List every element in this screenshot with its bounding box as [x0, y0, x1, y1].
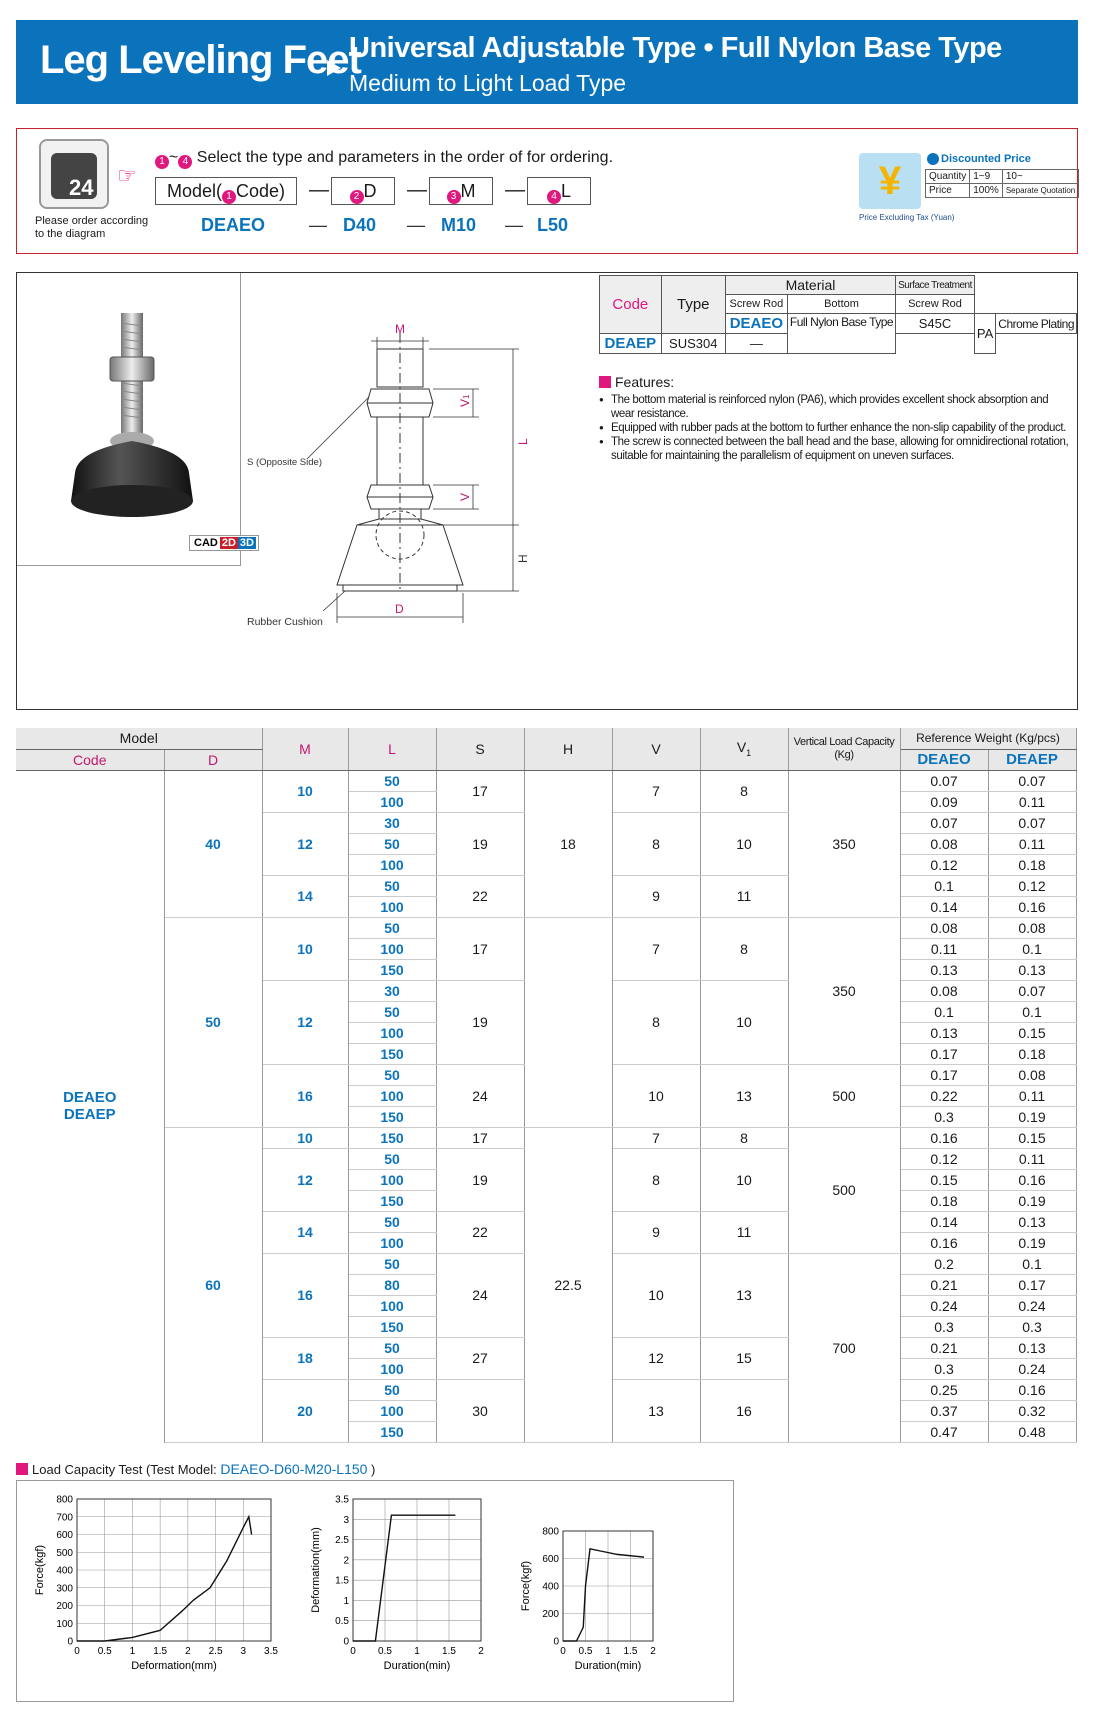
th-l: L — [348, 728, 436, 770]
y-tick-label: 800 — [542, 1526, 559, 1538]
code-cell: DEAEO DEAEP — [16, 770, 164, 1442]
cad-badge[interactable]: CAD 2D 3D — [189, 535, 259, 551]
th-v: V — [612, 728, 700, 770]
l-cell: 50 — [348, 1148, 436, 1169]
weight-deaep-cell: 0.24 — [988, 1295, 1076, 1316]
m-cell: 20 — [262, 1379, 348, 1442]
l-cell: 80 — [348, 1274, 436, 1295]
weight-deaep-cell: 0.12 — [988, 875, 1076, 896]
y-tick-label: 3 — [343, 1514, 349, 1526]
title-arrow-icon — [327, 60, 341, 76]
v1-cell: 8 — [700, 770, 788, 812]
y-tick-label: 500 — [56, 1547, 73, 1559]
m-cell: 10 — [262, 917, 348, 980]
weight-deaeo-cell: 0.08 — [900, 980, 988, 1001]
weight-deaep-cell: 0.07 — [988, 770, 1076, 791]
y-tick-label: 600 — [56, 1530, 73, 1541]
y-tick-label: 700 — [56, 1512, 73, 1524]
th-s: S — [436, 728, 524, 770]
rubber-cushion-label: Rubber Cushion — [247, 616, 323, 628]
weight-deaep-cell: 0.11 — [988, 791, 1076, 812]
dimension-drawing — [247, 293, 587, 653]
h-cell: 22.5 — [524, 1127, 612, 1442]
x-tick-label: 1.5 — [153, 1646, 168, 1657]
s-cell: 19 — [436, 812, 524, 875]
series-line — [563, 1549, 644, 1641]
title-sub: Universal Adjustable Type • Full Nylon Base Type — [349, 32, 1002, 64]
x-tick-label: 2 — [478, 1646, 484, 1657]
y-tick-label: 800 — [56, 1494, 73, 1506]
dash-2: — — [407, 179, 427, 201]
dim-v1-label: V1 — [458, 394, 472, 407]
x-tick-label: 1.5 — [623, 1646, 638, 1657]
v-cell: 10 — [612, 1064, 700, 1127]
th-v1: $V_1$ — [700, 728, 788, 770]
l-cell: 100 — [348, 854, 436, 875]
l-cell: 150 — [348, 1043, 436, 1064]
order-box-code: Model( 1 Code) — [155, 177, 297, 205]
weight-deaeo-cell: 0.11 — [900, 938, 988, 959]
s-cell: 30 — [436, 1379, 524, 1442]
weight-deaep-cell: 0.13 — [988, 1337, 1076, 1358]
example-l: L50 — [537, 215, 569, 235]
order-box-l: 4 L — [527, 177, 591, 205]
weight-deaep-cell: 0.18 — [988, 854, 1076, 875]
phone-24-icon: 24 — [39, 139, 109, 209]
x-tick-label: 0.5 — [97, 1646, 112, 1657]
weight-deaep-cell: 0.07 — [988, 812, 1076, 833]
feature-item: ● The screw is connected between the ball head and the base, allowing for omnidirectional rotation, suitable for maintaining the parallelism of equipment on uneven surfaces. — [599, 435, 1069, 463]
weight-deaeo-cell: 0.13 — [900, 959, 988, 980]
dim-h-label: H — [516, 554, 530, 563]
x-tick-label: 0 — [560, 1646, 566, 1657]
l-cell: 50 — [348, 1001, 436, 1022]
table-row — [16, 917, 1076, 938]
weight-deaeo-cell: 0.14 — [900, 1211, 988, 1232]
m-cell: 10 — [262, 1127, 348, 1148]
weight-deaeo-cell: 0.2 — [900, 1253, 988, 1274]
product-photo — [17, 273, 254, 566]
v-cell: 9 — [612, 875, 700, 917]
l-cell: 100 — [348, 938, 436, 959]
th-h: H — [524, 728, 612, 770]
l-cell: 100 — [348, 1085, 436, 1106]
x-tick-label: 0.5 — [378, 1646, 392, 1657]
weight-deaep-cell: 0.17 — [988, 1274, 1076, 1295]
l-cell: 150 — [348, 1190, 436, 1211]
s-cell: 24 — [436, 1253, 524, 1337]
weight-deaep-cell: 0.1 — [988, 1253, 1076, 1274]
order-box-m: 3 M — [429, 177, 493, 205]
v-cell: 7 — [612, 917, 700, 980]
y-tick-label: 1 — [343, 1595, 349, 1607]
feature-item: ● The bottom material is reinforced nylon (PA6), which provides excellent shock absorption and wear resistance. — [599, 393, 1069, 421]
weight-deaeo-cell: 0.17 — [900, 1043, 988, 1064]
v-cell: 7 — [612, 1127, 700, 1148]
s-cell: 24 — [436, 1064, 524, 1127]
s-cell: 19 — [436, 980, 524, 1064]
x-axis-label: Duration(min) — [383, 1660, 451, 1672]
l-cell: 150 — [348, 959, 436, 980]
dim-m-label: M — [395, 322, 405, 336]
weight-deaep-cell: 0.1 — [988, 1001, 1076, 1022]
l-cell: 50 — [348, 1337, 436, 1358]
example-d: D40 — [343, 215, 377, 235]
feature-item: ● Equipped with rubber pads at the bottom to further enhance the non-slip capability of the product. — [599, 421, 1069, 435]
x-tick-label: 0 — [350, 1646, 356, 1657]
v1-cell: 10 — [700, 812, 788, 875]
l-cell: 50 — [348, 1064, 436, 1085]
weight-deaep-cell: 0.18 — [988, 1043, 1076, 1064]
th-code: Code — [16, 749, 164, 770]
s-cell: 19 — [436, 1148, 524, 1211]
order-box-d: 2 D — [331, 177, 395, 205]
v1-cell: 10 — [700, 1148, 788, 1211]
weight-deaep-cell: 0.11 — [988, 1148, 1076, 1169]
weight-deaeo-cell: 0.14 — [900, 896, 988, 917]
load-cell: 500 — [788, 1127, 900, 1253]
h-cell: 18 — [524, 770, 612, 917]
title-sub2: Medium to Light Load Type — [349, 70, 627, 96]
y-tick-label: 2 — [343, 1555, 349, 1567]
weight-deaep-cell: 0.08 — [988, 917, 1076, 938]
l-cell: 100 — [348, 1169, 436, 1190]
v-cell: 8 — [612, 812, 700, 875]
s-cell: 22 — [436, 1211, 524, 1253]
dimension-table — [16, 728, 1077, 1443]
table-row — [16, 1127, 1076, 1148]
v1-cell: 8 — [700, 1127, 788, 1148]
weight-deaeo-cell: 0.3 — [900, 1106, 988, 1127]
v-cell: 9 — [612, 1211, 700, 1253]
load-cell: 500 — [788, 1064, 900, 1127]
weight-deaeo-cell: 0.15 — [900, 1169, 988, 1190]
y-axis-label: Force(kgf) — [34, 1544, 46, 1596]
x-tick-label: 2.5 — [208, 1646, 223, 1657]
v1-cell: 15 — [700, 1337, 788, 1379]
dim-l-label: L — [516, 438, 530, 445]
m-cell: 12 — [262, 812, 348, 875]
x-tick-label: 2 — [650, 1646, 656, 1657]
order-instruction: 1 ~ 4 Select the type and parameters in the order of for ordering. — [155, 149, 613, 169]
weight-deaeo-cell: 0.24 — [900, 1295, 988, 1316]
x-tick-label: 1 — [129, 1646, 136, 1657]
l-cell: 50 — [348, 917, 436, 938]
weight-deaep-cell: 0.11 — [988, 1085, 1076, 1106]
weight-deaeo-cell: 0.08 — [900, 917, 988, 938]
y-tick-label: 0.5 — [335, 1616, 349, 1628]
v1-cell: 8 — [700, 917, 788, 980]
weight-deaep-cell: 0.08 — [988, 1064, 1076, 1085]
order-note: Please order according to the diagram — [35, 215, 149, 240]
x-tick-label: 2 — [185, 1646, 191, 1657]
l-cell: 150 — [348, 1316, 436, 1337]
weight-deaeo-cell: 0.37 — [900, 1400, 988, 1421]
v1-cell: 16 — [700, 1379, 788, 1442]
example-m: M10 — [441, 215, 477, 235]
y-tick-label: 1.5 — [335, 1575, 349, 1587]
th-m: M — [262, 728, 348, 770]
dot-icon — [927, 153, 939, 165]
l-cell: 100 — [348, 1358, 436, 1379]
l-cell: 150 — [348, 1106, 436, 1127]
h-cell — [524, 917, 612, 1127]
d-cell: 40 — [164, 770, 262, 917]
x-axis-label: Duration(min) — [574, 1660, 642, 1672]
y-axis-label: Deformation(mm) — [310, 1527, 322, 1613]
dash-1: — — [309, 179, 329, 201]
th-w1: DEAEO — [900, 749, 988, 770]
spec-panel — [16, 272, 1078, 710]
price-table: Quantity 1~9 10~ Price 100% Separate Quotation — [925, 169, 1079, 198]
y-tick-label: 300 — [56, 1583, 73, 1595]
weight-deaeo-cell: 0.16 — [900, 1127, 988, 1148]
weight-deaeo-cell: 0.08 — [900, 833, 988, 854]
weight-deaep-cell: 0.1 — [988, 938, 1076, 959]
y-tick-label: 400 — [56, 1565, 73, 1577]
weight-deaeo-cell: 0.3 — [900, 1358, 988, 1379]
dim-v-label: V — [458, 492, 472, 501]
v-cell: 12 — [612, 1337, 700, 1379]
l-cell: 50 — [348, 770, 436, 791]
y-tick-label: 0 — [553, 1636, 559, 1648]
s-cell: 17 — [436, 917, 524, 980]
l-cell: 150 — [348, 1421, 436, 1442]
weight-deaeo-cell: 0.09 — [900, 791, 988, 812]
d-cell: 50 — [164, 917, 262, 1127]
y-axis-label: Force(kgf) — [520, 1560, 532, 1612]
y-tick-label: 0 — [343, 1636, 349, 1648]
weight-deaep-cell: 0.19 — [988, 1106, 1076, 1127]
weight-deaeo-cell: 0.1 — [900, 875, 988, 896]
weight-deaeo-cell: 0.13 — [900, 1022, 988, 1043]
x-tick-label: 1 — [414, 1646, 420, 1657]
weight-deaep-cell: 0.19 — [988, 1232, 1076, 1253]
weight-deaeo-cell: 0.07 — [900, 770, 988, 791]
l-cell: 100 — [348, 1022, 436, 1043]
m-cell: 12 — [262, 1148, 348, 1211]
load-cell: 350 — [788, 917, 900, 1064]
x-axis-label: Deformation(mm) — [131, 1660, 217, 1672]
ordering-panel: 24 Please order according to the diagram ☞ 1 ~ 4 Select the type and parameters in the order of for ordering. Model( 1 Code) — 2 D — 3 M — 4 L DEAEO — D40 — M10 — L50 ¥ Price Excluding Tax (Yuan) Discounted Price Quantity 1~9 10~ Price 100% Separate Quotation — [16, 128, 1078, 254]
x-tick-label: 1.5 — [442, 1646, 456, 1657]
load-test-title: Load Capacity Test (Test Model: DEAEO-D60-M20-L150 ) — [16, 1461, 375, 1477]
dim-d-label: D — [395, 602, 404, 616]
weight-deaep-cell: 0.15 — [988, 1022, 1076, 1043]
s-cell: 17 — [436, 1127, 524, 1148]
l-cell: 100 — [348, 791, 436, 812]
l-cell: 100 — [348, 1232, 436, 1253]
title-main: Leg Leveling Feet — [40, 38, 361, 82]
price-panel: ¥ Price Excluding Tax (Yuan) Discounted Price Quantity 1~9 10~ Price 100% Separate Quotation — [859, 153, 1089, 227]
x-tick-label: 3.5 — [264, 1646, 278, 1657]
series-line — [353, 1515, 455, 1641]
m-cell: 16 — [262, 1064, 348, 1127]
y-tick-label: 200 — [56, 1601, 73, 1612]
pointing-hand-icon: ☞ — [117, 163, 137, 188]
th-w2: DEAEP — [988, 749, 1076, 770]
l-cell: 50 — [348, 1211, 436, 1232]
weight-deaeo-cell: 0.25 — [900, 1379, 988, 1400]
features: Features: ● The bottom material is reinforced nylon (PA6), which provides excellent shock absorption and wear resistance. ● Equipped with rubber pads at the bottom to further enhance the non-slip capability of the product. ● The screw is connected between the ball head and the base, allowing for omnidirectional rotation, suitable for maintaining the parallelism of equipment on uneven surfaces. — [599, 375, 1069, 463]
th-weight: Reference Weight (Kg/pcs) — [900, 728, 1076, 749]
l-cell: 30 — [348, 812, 436, 833]
weight-deaep-cell: 0.19 — [988, 1190, 1076, 1211]
page-header — [16, 20, 1078, 104]
series-line — [77, 1517, 252, 1641]
l-cell: 100 — [348, 1400, 436, 1421]
y-tick-label: 400 — [542, 1581, 559, 1593]
load-cell: 350 — [788, 770, 900, 917]
weight-deaeo-cell: 0.1 — [900, 1001, 988, 1022]
weight-deaeo-cell: 0.47 — [900, 1421, 988, 1442]
m-cell: 12 — [262, 980, 348, 1064]
load-cell: 700 — [788, 1253, 900, 1442]
weight-deaep-cell: 0.13 — [988, 1211, 1076, 1232]
weight-deaep-cell: 0.3 — [988, 1316, 1076, 1337]
l-cell: 50 — [348, 875, 436, 896]
s-cell: 27 — [436, 1337, 524, 1379]
weight-deaeo-cell: 0.22 — [900, 1085, 988, 1106]
weight-deaep-cell: 0.16 — [988, 896, 1076, 917]
weight-deaep-cell: 0.24 — [988, 1358, 1076, 1379]
weight-deaeo-cell: 0.18 — [900, 1190, 988, 1211]
y-tick-label: 200 — [542, 1609, 559, 1620]
y-tick-label: 600 — [542, 1554, 559, 1565]
s-cell: 22 — [436, 875, 524, 917]
v1-cell: 13 — [700, 1064, 788, 1127]
m-cell: 14 — [262, 875, 348, 917]
weight-deaeo-cell: 0.3 — [900, 1316, 988, 1337]
example-code: DEAEO — [201, 215, 266, 235]
y-tick-label: 100 — [56, 1618, 73, 1630]
l-cell: 100 — [348, 1295, 436, 1316]
v1-cell: 10 — [700, 980, 788, 1064]
y-tick-label: 0 — [67, 1636, 73, 1648]
table-row — [16, 770, 1076, 791]
l-cell: 150 — [348, 1127, 436, 1148]
th-load: Vertical Load Capacity (Kg) — [788, 728, 900, 770]
m-cell: 14 — [262, 1211, 348, 1253]
weight-deaeo-cell: 0.17 — [900, 1064, 988, 1085]
m-cell: 10 — [262, 770, 348, 812]
weight-deaeo-cell: 0.21 — [900, 1337, 988, 1358]
x-tick-label: 1 — [605, 1646, 611, 1657]
weight-deaep-cell: 0.16 — [988, 1379, 1076, 1400]
v-cell: 10 — [612, 1253, 700, 1337]
s-cell: 17 — [436, 770, 524, 812]
l-cell: 30 — [348, 980, 436, 1001]
material-table: Code Type Material Surface Treatment Screw Rod Bottom Screw Rod DEAEO Full Nylon Base Type S45C PA Chrome Plating DEAEP SUS304 — — [599, 275, 1077, 354]
m-cell: 16 — [262, 1253, 348, 1337]
v1-cell: 11 — [700, 875, 788, 917]
v1-cell: 13 — [700, 1253, 788, 1337]
v-cell: 13 — [612, 1379, 700, 1442]
weight-deaep-cell: 0.48 — [988, 1421, 1076, 1442]
weight-deaep-cell: 0.13 — [988, 959, 1076, 980]
th-model: Model — [16, 728, 262, 749]
y-tick-label: 3.5 — [335, 1494, 349, 1506]
m-cell: 18 — [262, 1337, 348, 1379]
weight-deaep-cell: 0.11 — [988, 833, 1076, 854]
th-d: D — [164, 749, 262, 770]
weight-deaeo-cell: 0.16 — [900, 1232, 988, 1253]
weight-deaeo-cell: 0.07 — [900, 812, 988, 833]
d-cell: 60 — [164, 1127, 262, 1442]
v-cell: 7 — [612, 770, 700, 812]
x-tick-label: 0 — [74, 1646, 80, 1657]
weight-deaep-cell: 0.16 — [988, 1169, 1076, 1190]
x-tick-label: 0.5 — [578, 1646, 593, 1657]
yen-icon: ¥ — [859, 153, 921, 209]
v1-cell: 11 — [700, 1211, 788, 1253]
l-cell: 100 — [348, 896, 436, 917]
weight-deaep-cell: 0.32 — [988, 1400, 1076, 1421]
load-test-charts — [16, 1480, 734, 1702]
dim-s-label: S (Opposite Side) — [247, 457, 322, 468]
weight-deaeo-cell: 0.12 — [900, 1148, 988, 1169]
l-cell: 50 — [348, 1379, 436, 1400]
weight-deaep-cell: 0.15 — [988, 1127, 1076, 1148]
v-cell: 8 — [612, 1148, 700, 1211]
weight-deaeo-cell: 0.12 — [900, 854, 988, 875]
weight-deaep-cell: 0.07 — [988, 980, 1076, 1001]
weight-deaeo-cell: 0.21 — [900, 1274, 988, 1295]
l-cell: 50 — [348, 833, 436, 854]
l-cell: 50 — [348, 1253, 436, 1274]
dash-3: — — [505, 179, 525, 201]
x-tick-label: 3 — [240, 1646, 247, 1657]
v-cell: 8 — [612, 980, 700, 1064]
y-tick-label: 2.5 — [335, 1535, 349, 1547]
